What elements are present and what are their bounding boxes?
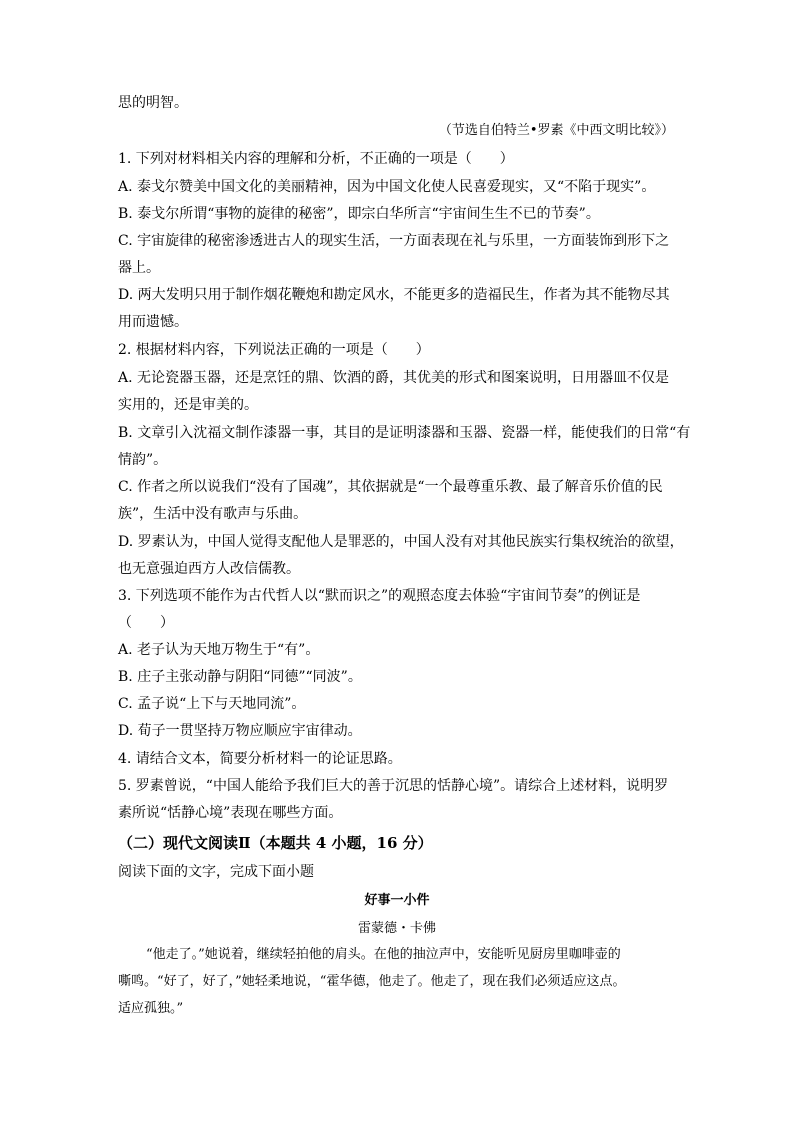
option-3c: C. 孟子说“上下与天地同流”。 <box>118 696 306 712</box>
option-1d-cont: 用而遗憾。 <box>118 314 188 330</box>
text-line: 思的明智。 <box>118 95 188 111</box>
option-2d-cont: 也无意强迫西方人改信儒教。 <box>118 561 300 577</box>
option-1c: C. 宇宙旋律的秘密渗透进古人的现实生活，一方面表现在礼与乐里，一方面装饰到形下之 <box>118 233 670 249</box>
option-2c: C. 作者之所以说我们“没有了国魂”，其依据就是“一个最尊重乐教、最了解音乐价值的民 <box>118 479 663 495</box>
option-1a: A. 泰戈尔赞美中国文化的美丽精神，因为中国文化使人民喜爱现实，又“不陷于现实”。 <box>118 179 656 195</box>
story-paragraph-line: “他走了。”她说着，继续轻拍他的肩头。在他的抽泣声中，安能听见厨房里咖啡壶的 <box>146 947 621 962</box>
option-1d: D. 两大发明只用于制作烟花鞭炮和勘定风水，不能更多的造福民生，作者为其不能物尽其 <box>118 287 670 303</box>
story-paragraph-line: 嘶鸣。“好了，好了，”她轻柔地说，“霍华德，他走了。他走了，现在我们必须适应这点。 <box>118 974 626 989</box>
question-1: 1. 下列对材料相关内容的理解和分析，不正确的一项是（ ） <box>118 151 514 167</box>
option-2a-cont: 实用的，还是审美的。 <box>118 397 258 413</box>
option-2c-cont: 族”，生活中没有歌声与乐曲。 <box>118 506 308 522</box>
option-2b-cont: 情韵”。 <box>118 452 168 468</box>
option-2a: A. 无论瓷器玉器，还是烹饪的鼎、饮酒的爵，其优美的形式和图案说明，日用器皿不仅是 <box>118 370 670 386</box>
question-2: 2. 根据材料内容，下列说法正确的一项是（ ） <box>118 342 430 358</box>
story-title: 好事一小件 <box>364 893 430 908</box>
question-4: 4. 请结合文本，简要分析材料一的论证思路。 <box>118 751 402 767</box>
option-3d: D. 荀子一贯坚持万物应顺应宇宙律动。 <box>118 723 362 739</box>
option-2b: B. 文章引入沈福文制作漆器一事，其目的是证明漆器和玉器、瓷器一样，能使我们的日常“有 <box>118 425 691 441</box>
reading-instruction: 阅读下面的文字，完成下面小题 <box>118 864 314 880</box>
question-5-cont: 素所说“恬静心境”表现在哪些方面。 <box>118 805 343 821</box>
section-heading: （二）现代文阅读Ⅱ（本题共 4 小题，16 分） <box>118 834 433 852</box>
question-3: 3. 下列选项不能作为古代哲人以“默而识之”的观照态度去体验“宇宙间节奏”的例证是 <box>118 588 641 604</box>
option-1c-cont: 器上。 <box>118 260 160 276</box>
story-author: 雷蒙德・卡佛 <box>357 921 436 936</box>
option-3b: B. 庄子主张动静与阴阳“同德”“同波”。 <box>118 669 362 685</box>
option-3a: A. 老子认为天地万物生于“有”。 <box>118 642 320 658</box>
story-paragraph-line: 适应孤独。” <box>118 1001 184 1016</box>
question-3-cont: （ ） <box>118 615 174 631</box>
option-2d: D. 罗素认为，中国人觉得支配他人是罪恶的，中国人没有对其他民族实行集权统治的欲望， <box>118 534 684 550</box>
question-5: 5. 罗素曾说，“中国人能给予我们巨大的善于沉思的恬静心境”。请综合上述材料，说明罗 <box>118 778 669 794</box>
option-1b: B. 泰戈尔所谓“事物的旋律的秘密”，即宗白华所言“宇宙间生生不已的节奏”。 <box>118 206 600 222</box>
source-citation: （节选自伯特兰•罗素《中西文明比较》） <box>438 123 674 138</box>
